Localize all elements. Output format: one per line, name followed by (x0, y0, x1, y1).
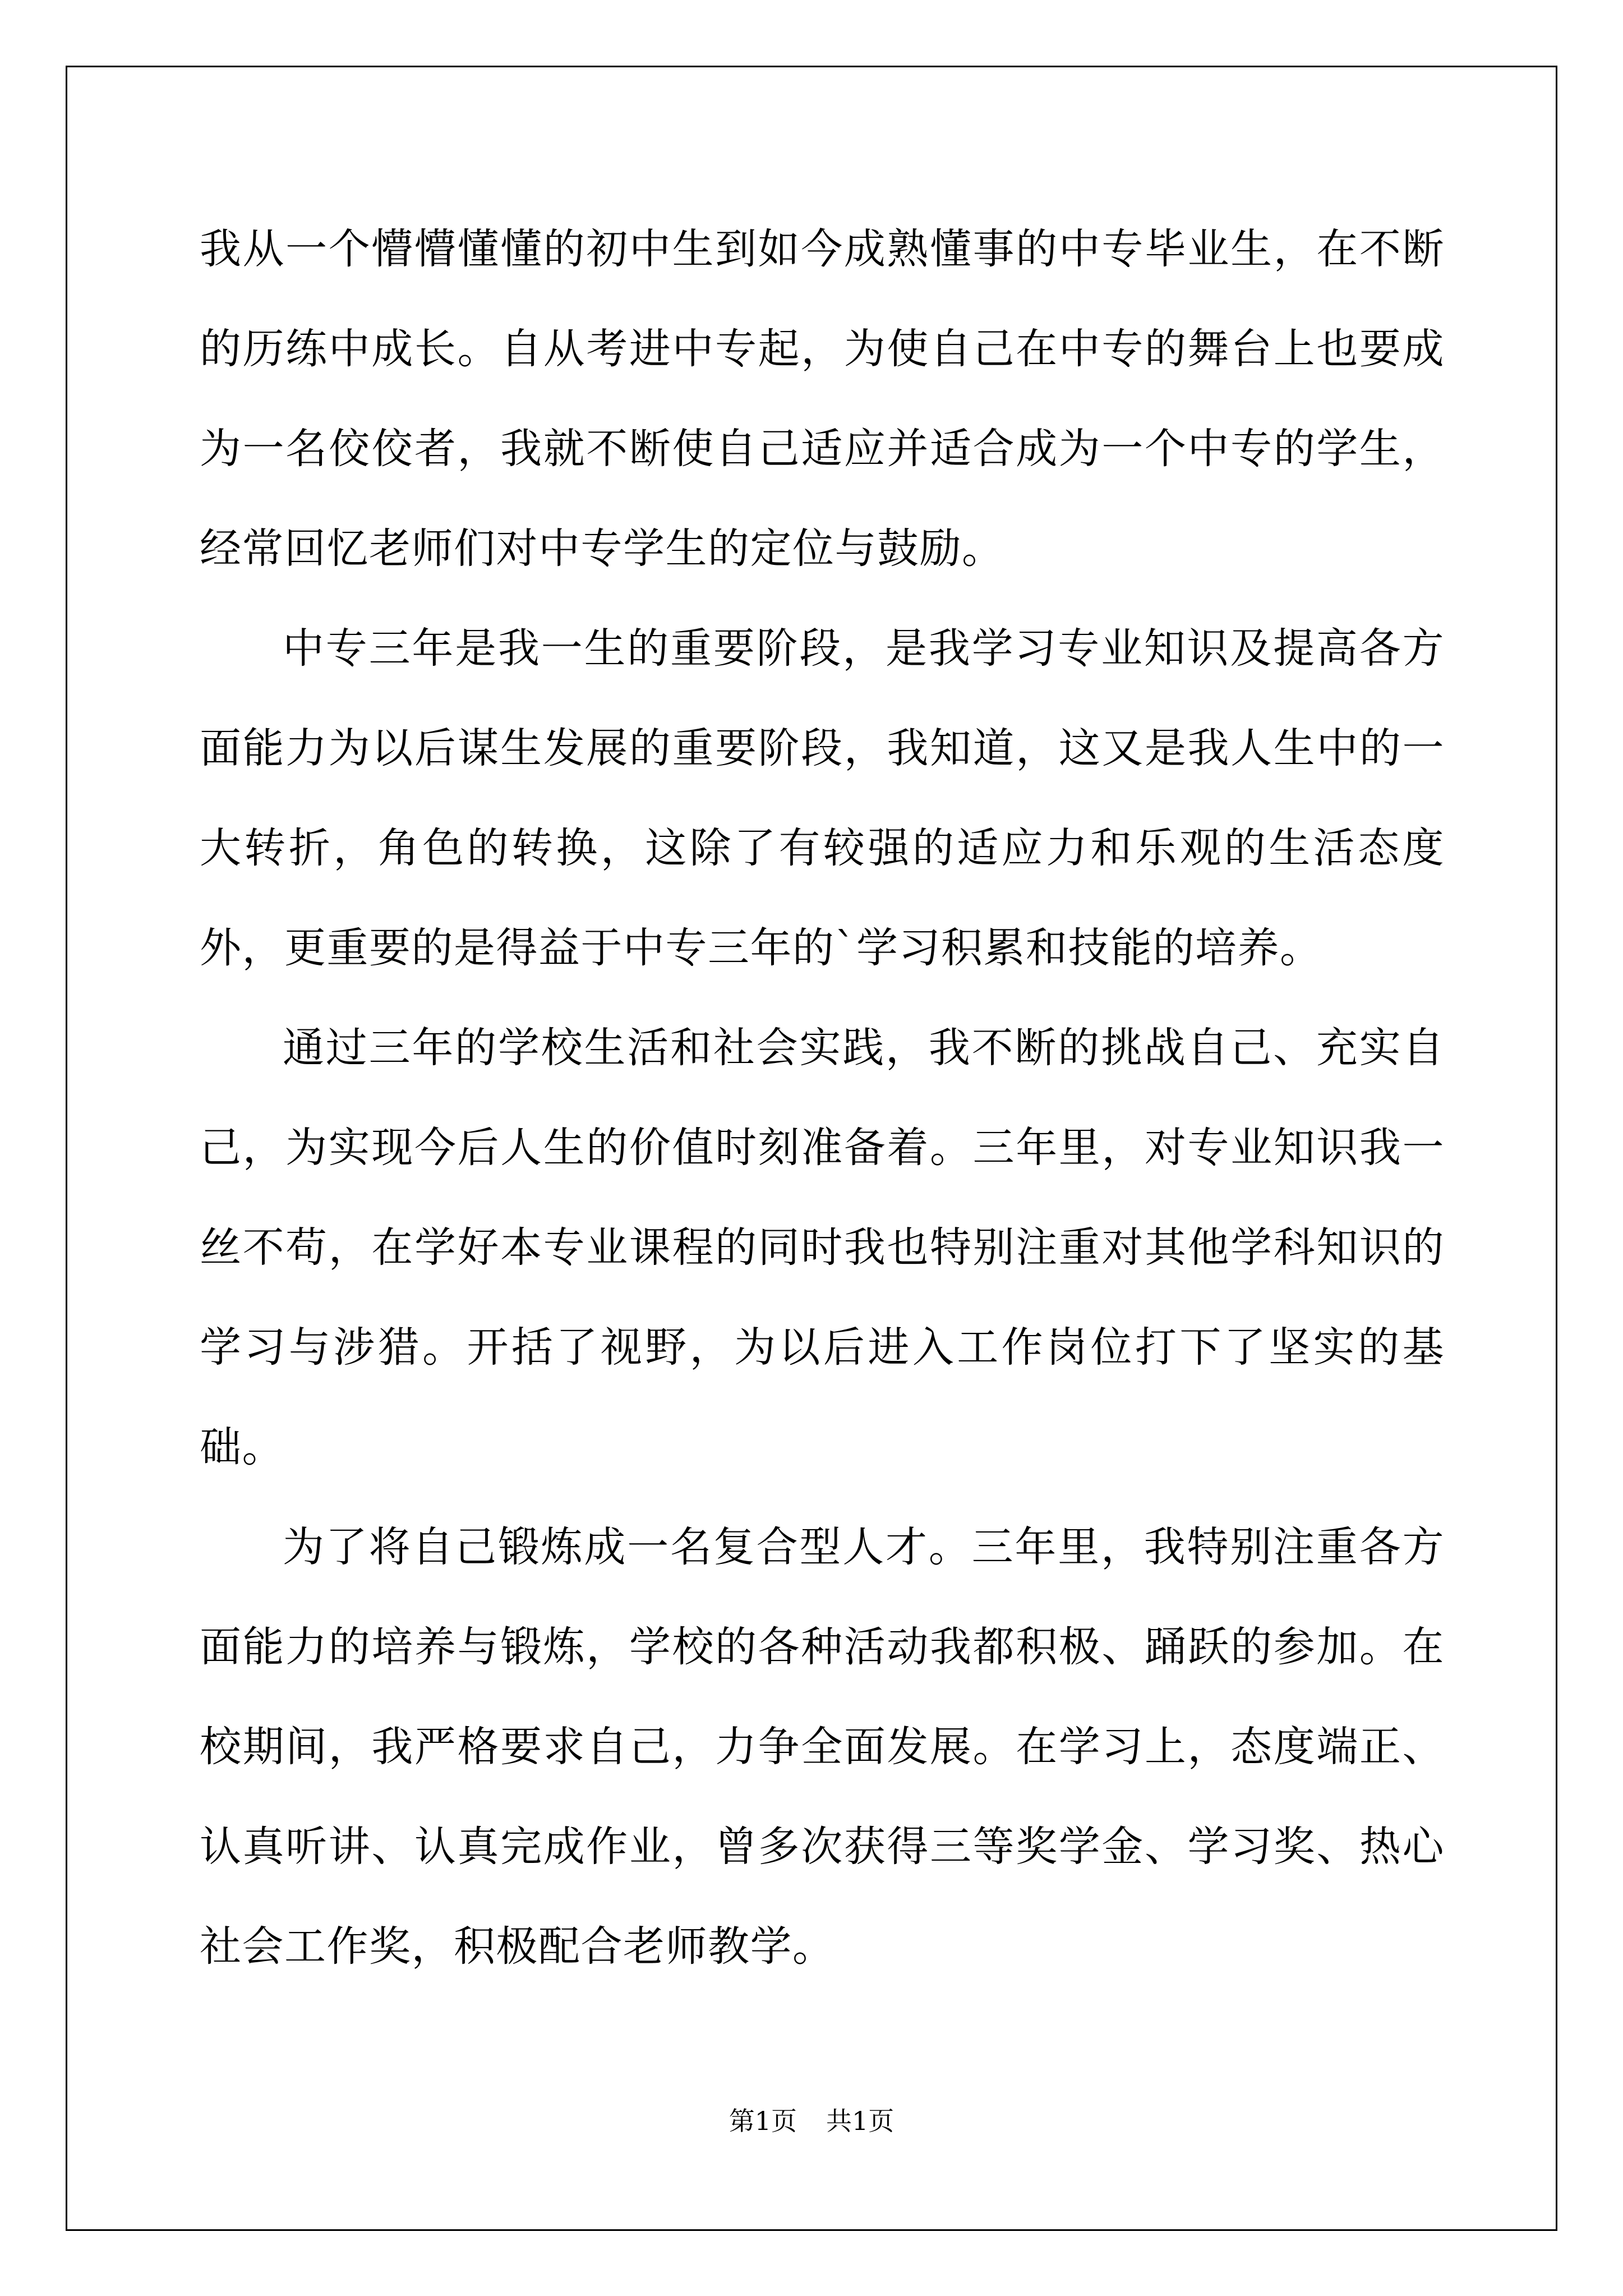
paragraph-1: 我从一个懵懵懂懂的初中生到如今成熟懂事的中专毕业生，在不断的历练中成长。自从考进中专起，为使自己在中专的舞台上也要成为一名佼佼者，我就不断使自己适应并适合成为一个中专的学生，经常回忆老师们对中专学生的定位与鼓励。 (200, 225, 1445, 573)
paragraph-2: 中专三年是我一生的重要阶段，是我学习专业知识及提高各方面能力为以后谋生发展的重要阶段，我知道，这又是我人生中的一大转折，角色的转换，这除了有较强的适应力和乐观的生活态度外，更重要的是得益于中专三年的`学习积累和技能的培养。 (200, 624, 1445, 972)
page-footer (0, 2101, 1623, 2138)
paragraph-3: 通过三年的学校生活和社会实践，我不断的挑战自己、充实自己，为实现今后人生的价值时刻准备着。三年里，对专业知识我一丝不苟，在学好本专业课程的同时我也特别注重对其他学科知识的学习与涉猎。开括了视野，为以后进入工作岗位打下了坚实的基础。 (200, 1024, 1445, 1471)
paragraph-4: 为了将自己锻炼成一名复合型人才。三年里，我特别注重各方面能力的培养与锻炼，学校的各种活动我都积极、踊跃的参加。在校期间，我严格要求自己，力争全面发展。在学习上，态度端正、认真听讲、认真完成作业，曾多次获得三等奖学金、学习奖、热心社会工作奖，积极配合老师教学。 (200, 1523, 1445, 1971)
page-number-total: 共1页 (826, 2106, 895, 2136)
document-body (200, 199, 1445, 1996)
page-number-current: 第1页 (728, 2106, 797, 2136)
